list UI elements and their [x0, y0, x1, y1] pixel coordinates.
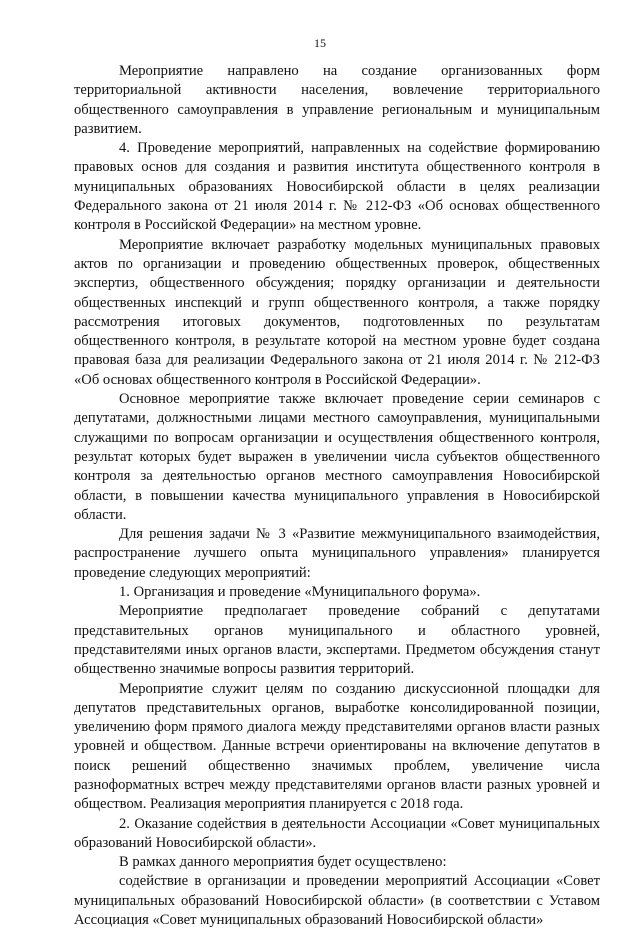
- paragraph-item-4-public-control: 4. Проведение мероприятий, направленных на содействие формированию правовых основ для создания и развития института общественного контроля в муниципальных образованиях Новосибирской области в целях реализации Федерального закона от 21 июля 2014 г. № 212-ФЗ «Об основах общественного контроля в Российской Федерации» на местном уровне.: [74, 140, 600, 234]
- paragraph-model-legal-acts: Мероприятие включает разработку модельных муниципальных правовых актов по организации и проведению общественных проверок, общественных экспертиз, общественного обсуждения; порядку организации и деятельности общественных инспекций и групп общественного контроля, а также порядку рассмотрения итоговых документов, подготовленных по результатам общественного контроля, в результате которой на местном уровне будет создана правовая база для реализации Федерального закона от 21 июля 2014 г. № 212-ФЗ «Об основах общественного контроля в Российской Федерации».: [74, 236, 600, 388]
- paragraph-seminars: Основное мероприятие также включает проведение серии семинаров с депутатами, должностными лицами местного самоуправления, муниципальными служащими по вопросам организации и осуществления общественного контроля, результат которых будет выражен в увеличении числа субъектов общественного контроля за деятельностью органов местного самоуправления Новосибирской области, в повышении качества муниципального управления в Новосибирской области.: [74, 391, 600, 523]
- paragraph-forum-meetings: Мероприятие предполагает проведение собраний с депутатами представительных органов муниципального и областного уровней, представителями иных органов власти, экспертами. Предметом обсуждения станут общественно значимые вопросы развития территорий.: [74, 603, 600, 678]
- document-body: [74, 62, 600, 930]
- paragraph-discussion-platform: Мероприятие служит целям по созданию дискуссионной площадки для депутатов представительных органов, выработке консолидированной позиции, увеличению форм прямого диалога между представителями органов власти разных уровней и обществом. Данные встречи ориентированы на включение депутатов в поиск решений общественно значимых проблем, увеличение числа разноформатных встреч между представителями органов власти разных уровней и обществом. Реализация мероприятия планируется с 2018 года.: [74, 680, 600, 813]
- paragraph-item-2-association: 2. Оказание содействия в деятельности Ассоциации «Совет муниципальных образований Новосибирской области».: [74, 815, 600, 851]
- paragraph-item-1-forum: 1. Организация и проведение «Муниципального форума».: [119, 584, 481, 601]
- page-number: 15: [314, 36, 326, 50]
- paragraph-within-event: В рамках данного мероприятия будет осуществлено:: [119, 854, 447, 871]
- paragraph-territorial-activity: Мероприятие направлено на создание организованных форм территориальной активности населения, вовлечение территориального общественного самоуправления в управление региональным и муниципальным развитием.: [74, 63, 600, 137]
- paragraph-assistance: содействие в организации и проведении мероприятий Ассоциации «Совет муниципальных образований Новосибирской области» (в соответствии с Уставом Ассоциация «Совет муниципальных образований Новосибирской области»: [74, 873, 600, 929]
- paragraph-task-3: Для решения задачи № 3 «Развитие межмуниципального взаимодействия, распространение лучшего опыта муниципального управления» планируется проведение следующих мероприятий:: [74, 526, 600, 581]
